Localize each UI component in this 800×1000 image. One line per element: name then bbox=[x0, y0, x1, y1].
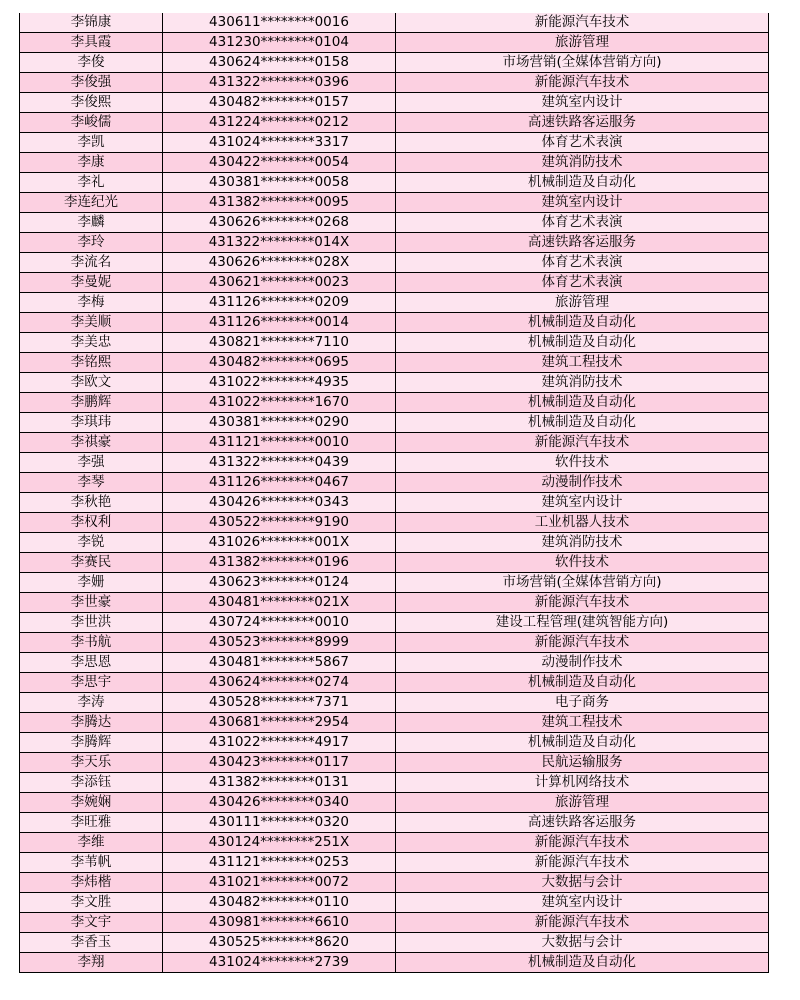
student-name-cell: 李俊 bbox=[20, 53, 163, 73]
id-number-cell: 431126********0467 bbox=[163, 473, 396, 493]
major-cell: 建设工程管理(建筑智能方向) bbox=[396, 613, 769, 633]
student-name-cell: 李腾辉 bbox=[20, 733, 163, 753]
id-number-cell: 430422********0054 bbox=[163, 153, 396, 173]
id-number-cell: 430426********0340 bbox=[163, 793, 396, 813]
major-cell: 建筑室内设计 bbox=[396, 893, 769, 913]
id-number-cell: 431024********2739 bbox=[163, 953, 396, 973]
table-row bbox=[20, 753, 769, 773]
table-row bbox=[20, 433, 769, 453]
id-number-cell: 430482********0695 bbox=[163, 353, 396, 373]
major-cell: 市场营销(全媒体营销方向) bbox=[396, 573, 769, 593]
table-row bbox=[20, 233, 769, 253]
student-name-cell: 李锐 bbox=[20, 533, 163, 553]
major-cell: 新能源汽车技术 bbox=[396, 433, 769, 453]
id-number-cell: 431382********0131 bbox=[163, 773, 396, 793]
student-roster-table bbox=[19, 13, 769, 973]
table-row bbox=[20, 913, 769, 933]
student-name-cell: 李婉娴 bbox=[20, 793, 163, 813]
table-row bbox=[20, 393, 769, 413]
id-number-cell: 430981********6610 bbox=[163, 913, 396, 933]
student-name-cell: 李赛民 bbox=[20, 553, 163, 573]
table-row bbox=[20, 513, 769, 533]
table-row bbox=[20, 153, 769, 173]
student-name-cell: 李凯 bbox=[20, 133, 163, 153]
student-name-cell: 李美顺 bbox=[20, 313, 163, 333]
student-name-cell: 李连纪光 bbox=[20, 193, 163, 213]
table-row bbox=[20, 273, 769, 293]
major-cell: 体育艺术表演 bbox=[396, 273, 769, 293]
student-name-cell: 李琴 bbox=[20, 473, 163, 493]
table-row bbox=[20, 953, 769, 973]
id-number-cell: 430381********0058 bbox=[163, 173, 396, 193]
table-row bbox=[20, 93, 769, 113]
table-row bbox=[20, 373, 769, 393]
table-row bbox=[20, 873, 769, 893]
student-name-cell: 李流名 bbox=[20, 253, 163, 273]
student-name-cell: 李峻儒 bbox=[20, 113, 163, 133]
student-name-cell: 李礼 bbox=[20, 173, 163, 193]
student-name-cell: 李姗 bbox=[20, 573, 163, 593]
table-row bbox=[20, 193, 769, 213]
student-name-cell: 李腾达 bbox=[20, 713, 163, 733]
major-cell: 新能源汽车技术 bbox=[396, 913, 769, 933]
id-number-cell: 431126********0014 bbox=[163, 313, 396, 333]
major-cell: 建筑室内设计 bbox=[396, 493, 769, 513]
id-number-cell: 430523********8999 bbox=[163, 633, 396, 653]
major-cell: 机械制造及自动化 bbox=[396, 733, 769, 753]
student-name-cell: 李添钰 bbox=[20, 773, 163, 793]
major-cell: 机械制造及自动化 bbox=[396, 413, 769, 433]
student-name-cell: 李世洪 bbox=[20, 613, 163, 633]
major-cell: 新能源汽车技术 bbox=[396, 593, 769, 613]
student-name-cell: 李文胜 bbox=[20, 893, 163, 913]
id-number-cell: 431021********0072 bbox=[163, 873, 396, 893]
major-cell: 机械制造及自动化 bbox=[396, 953, 769, 973]
table-row bbox=[20, 573, 769, 593]
id-number-cell: 430624********0274 bbox=[163, 673, 396, 693]
student-name-cell: 李欧文 bbox=[20, 373, 163, 393]
table-row bbox=[20, 613, 769, 633]
student-name-cell: 李维 bbox=[20, 833, 163, 853]
major-cell: 体育艺术表演 bbox=[396, 213, 769, 233]
student-name-cell: 李书航 bbox=[20, 633, 163, 653]
student-name-cell: 李铭熙 bbox=[20, 353, 163, 373]
major-cell: 软件技术 bbox=[396, 553, 769, 573]
table-row bbox=[20, 53, 769, 73]
table-row bbox=[20, 173, 769, 193]
table-row bbox=[20, 693, 769, 713]
major-cell: 新能源汽车技术 bbox=[396, 633, 769, 653]
id-number-cell: 431126********0209 bbox=[163, 293, 396, 313]
student-name-cell: 李康 bbox=[20, 153, 163, 173]
id-number-cell: 430623********0124 bbox=[163, 573, 396, 593]
roster-body bbox=[20, 13, 769, 973]
id-number-cell: 430626********0268 bbox=[163, 213, 396, 233]
table-row bbox=[20, 773, 769, 793]
major-cell: 建筑室内设计 bbox=[396, 193, 769, 213]
student-name-cell: 李强 bbox=[20, 453, 163, 473]
id-number-cell: 430522********9190 bbox=[163, 513, 396, 533]
id-number-cell: 430426********0343 bbox=[163, 493, 396, 513]
student-name-cell: 李苇帆 bbox=[20, 853, 163, 873]
major-cell: 工业机器人技术 bbox=[396, 513, 769, 533]
major-cell: 电子商务 bbox=[396, 693, 769, 713]
table-row bbox=[20, 213, 769, 233]
id-number-cell: 430482********0110 bbox=[163, 893, 396, 913]
student-name-cell: 李秋艳 bbox=[20, 493, 163, 513]
table-row bbox=[20, 893, 769, 913]
student-name-cell: 李梅 bbox=[20, 293, 163, 313]
major-cell: 建筑消防技术 bbox=[396, 373, 769, 393]
major-cell: 机械制造及自动化 bbox=[396, 673, 769, 693]
major-cell: 新能源汽车技术 bbox=[396, 13, 769, 33]
major-cell: 建筑工程技术 bbox=[396, 353, 769, 373]
table-row bbox=[20, 333, 769, 353]
id-number-cell: 430611********0016 bbox=[163, 13, 396, 33]
student-name-cell: 李美忠 bbox=[20, 333, 163, 353]
id-number-cell: 430124********251X bbox=[163, 833, 396, 853]
student-name-cell: 李俊熙 bbox=[20, 93, 163, 113]
id-number-cell: 431022********4917 bbox=[163, 733, 396, 753]
major-cell: 体育艺术表演 bbox=[396, 253, 769, 273]
id-number-cell: 431322********0439 bbox=[163, 453, 396, 473]
student-name-cell: 李涛 bbox=[20, 693, 163, 713]
major-cell: 动漫制作技术 bbox=[396, 473, 769, 493]
id-number-cell: 431322********014X bbox=[163, 233, 396, 253]
id-number-cell: 430111********0320 bbox=[163, 813, 396, 833]
table-row bbox=[20, 673, 769, 693]
student-name-cell: 李曼妮 bbox=[20, 273, 163, 293]
student-name-cell: 李权利 bbox=[20, 513, 163, 533]
student-name-cell: 李香玉 bbox=[20, 933, 163, 953]
id-number-cell: 430481********5867 bbox=[163, 653, 396, 673]
major-cell: 市场营销(全媒体营销方向) bbox=[396, 53, 769, 73]
table-row bbox=[20, 113, 769, 133]
major-cell: 旅游管理 bbox=[396, 33, 769, 53]
student-name-cell: 李琪玮 bbox=[20, 413, 163, 433]
id-number-cell: 431022********4935 bbox=[163, 373, 396, 393]
major-cell: 建筑消防技术 bbox=[396, 153, 769, 173]
major-cell: 高速铁路客运服务 bbox=[396, 113, 769, 133]
major-cell: 软件技术 bbox=[396, 453, 769, 473]
table-row bbox=[20, 473, 769, 493]
student-name-cell: 李炜楷 bbox=[20, 873, 163, 893]
table-row bbox=[20, 33, 769, 53]
major-cell: 新能源汽车技术 bbox=[396, 853, 769, 873]
major-cell: 体育艺术表演 bbox=[396, 133, 769, 153]
student-name-cell: 李麟 bbox=[20, 213, 163, 233]
major-cell: 机械制造及自动化 bbox=[396, 393, 769, 413]
table-row bbox=[20, 793, 769, 813]
table-row bbox=[20, 13, 769, 33]
table-row bbox=[20, 813, 769, 833]
table-row bbox=[20, 933, 769, 953]
table-row bbox=[20, 453, 769, 473]
table-row bbox=[20, 73, 769, 93]
major-cell: 新能源汽车技术 bbox=[396, 833, 769, 853]
table-row bbox=[20, 133, 769, 153]
id-number-cell: 431024********3317 bbox=[163, 133, 396, 153]
student-name-cell: 李玲 bbox=[20, 233, 163, 253]
student-name-cell: 李俊强 bbox=[20, 73, 163, 93]
id-number-cell: 430423********0117 bbox=[163, 753, 396, 773]
major-cell: 计算机网络技术 bbox=[396, 773, 769, 793]
table-row bbox=[20, 633, 769, 653]
id-number-cell: 431121********0010 bbox=[163, 433, 396, 453]
id-number-cell: 430624********0158 bbox=[163, 53, 396, 73]
table-row bbox=[20, 653, 769, 673]
major-cell: 高速铁路客运服务 bbox=[396, 813, 769, 833]
id-number-cell: 431224********0212 bbox=[163, 113, 396, 133]
student-name-cell: 李鹏辉 bbox=[20, 393, 163, 413]
table-row bbox=[20, 833, 769, 853]
student-name-cell: 李世豪 bbox=[20, 593, 163, 613]
major-cell: 建筑消防技术 bbox=[396, 533, 769, 553]
id-number-cell: 430481********021X bbox=[163, 593, 396, 613]
table-row bbox=[20, 553, 769, 573]
student-name-cell: 李翔 bbox=[20, 953, 163, 973]
major-cell: 民航运输服务 bbox=[396, 753, 769, 773]
table-row bbox=[20, 713, 769, 733]
student-name-cell: 李锦康 bbox=[20, 13, 163, 33]
id-number-cell: 430381********0290 bbox=[163, 413, 396, 433]
table-row bbox=[20, 533, 769, 553]
id-number-cell: 431230********0104 bbox=[163, 33, 396, 53]
student-name-cell: 李祺豪 bbox=[20, 433, 163, 453]
student-name-cell: 李天乐 bbox=[20, 753, 163, 773]
id-number-cell: 430626********028X bbox=[163, 253, 396, 273]
table-row bbox=[20, 853, 769, 873]
id-number-cell: 430724********0010 bbox=[163, 613, 396, 633]
major-cell: 建筑室内设计 bbox=[396, 93, 769, 113]
id-number-cell: 430525********8620 bbox=[163, 933, 396, 953]
table-row bbox=[20, 353, 769, 373]
id-number-cell: 430681********2954 bbox=[163, 713, 396, 733]
student-name-cell: 李思恩 bbox=[20, 653, 163, 673]
major-cell: 机械制造及自动化 bbox=[396, 333, 769, 353]
table-row bbox=[20, 253, 769, 273]
id-number-cell: 431022********1670 bbox=[163, 393, 396, 413]
major-cell: 机械制造及自动化 bbox=[396, 173, 769, 193]
id-number-cell: 430528********7371 bbox=[163, 693, 396, 713]
id-number-cell: 431382********0095 bbox=[163, 193, 396, 213]
id-number-cell: 430621********0023 bbox=[163, 273, 396, 293]
major-cell: 动漫制作技术 bbox=[396, 653, 769, 673]
id-number-cell: 430482********0157 bbox=[163, 93, 396, 113]
student-name-cell: 李具霞 bbox=[20, 33, 163, 53]
major-cell: 旅游管理 bbox=[396, 793, 769, 813]
table-row bbox=[20, 493, 769, 513]
major-cell: 机械制造及自动化 bbox=[396, 313, 769, 333]
major-cell: 大数据与会计 bbox=[396, 873, 769, 893]
table-row bbox=[20, 293, 769, 313]
id-number-cell: 430821********7110 bbox=[163, 333, 396, 353]
student-name-cell: 李思宇 bbox=[20, 673, 163, 693]
id-number-cell: 431322********0396 bbox=[163, 73, 396, 93]
major-cell: 旅游管理 bbox=[396, 293, 769, 313]
table-row bbox=[20, 313, 769, 333]
table-row bbox=[20, 413, 769, 433]
major-cell: 大数据与会计 bbox=[396, 933, 769, 953]
id-number-cell: 431121********0253 bbox=[163, 853, 396, 873]
id-number-cell: 431026********001X bbox=[163, 533, 396, 553]
major-cell: 新能源汽车技术 bbox=[396, 73, 769, 93]
major-cell: 高速铁路客运服务 bbox=[396, 233, 769, 253]
student-name-cell: 李旺雅 bbox=[20, 813, 163, 833]
table-row bbox=[20, 593, 769, 613]
student-name-cell: 李文宇 bbox=[20, 913, 163, 933]
table-row bbox=[20, 733, 769, 753]
id-number-cell: 431382********0196 bbox=[163, 553, 396, 573]
major-cell: 建筑工程技术 bbox=[396, 713, 769, 733]
